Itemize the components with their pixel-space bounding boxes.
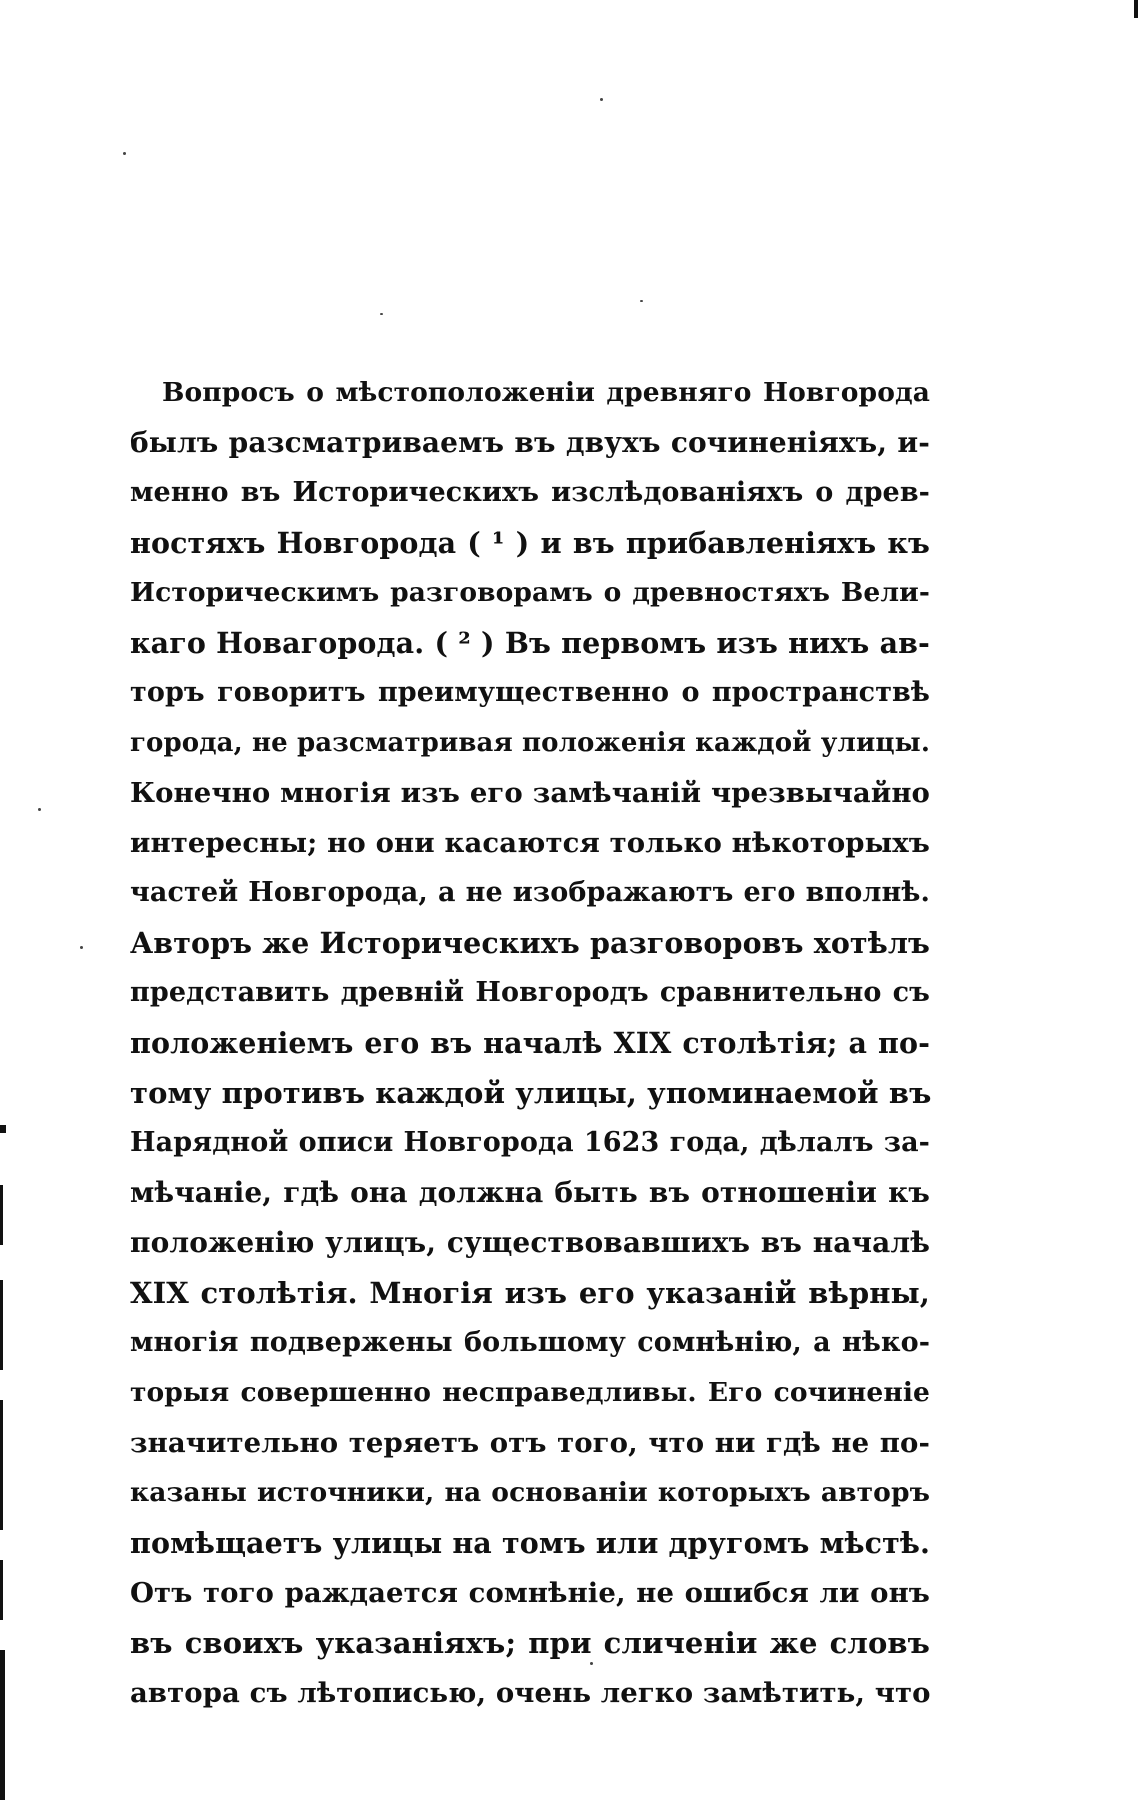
scan-edge-mark: [0, 1560, 3, 1620]
text-line: Историческимъ разговорамъ о древностяхъ Вели-: [130, 577, 930, 608]
text-line: былъ разсматриваемъ въ двухъ сочиненiяхъ, и-: [130, 426, 930, 459]
scan-edge-mark: [0, 1280, 3, 1370]
text-line: положенiю улицъ, существовавшихъ въ началѣ: [130, 1226, 930, 1259]
text-line: Конечно многiя изъ его замѣчанiй чрезвычайно: [130, 777, 930, 809]
scan-speck: [380, 313, 383, 315]
text-line: автора съ лѣтописью, очень легко замѣтить, что: [130, 1677, 931, 1709]
text-line: Нарядной описи Новгорода 1623 года, дѣлалъ за-: [130, 1127, 930, 1158]
scan-speck: [38, 808, 41, 811]
text-line: казаны источники, на основанiи которыхъ авторъ: [130, 1477, 930, 1508]
scan-edge-mark: [0, 1400, 3, 1530]
text-line: города, не разсматривая положенiя каждой улицы.: [130, 728, 930, 758]
text-line: ностяхъ Новгорода ( ¹ ) и въ прибавленiяхъ къ: [130, 526, 930, 560]
text-line: частей Новгорода, а не изображаютъ его вполнѣ.: [130, 877, 930, 908]
scan-edge-mark: [0, 1650, 5, 1800]
scan-edge-mark: [0, 1185, 3, 1245]
scan-speck: [80, 946, 83, 949]
scan-speck: [640, 300, 643, 302]
text-line: Отъ того раждается сомнѣнiе, не ошибся ли онъ: [130, 1577, 930, 1609]
text-line: Вопросъ о мѣстоположенiи древняго Новгорода: [162, 377, 930, 408]
text-line: въ своихъ указанiяхъ; при сличенiи же словъ: [130, 1626, 930, 1660]
scan-speck: [600, 98, 603, 101]
scan-speck: [123, 152, 126, 155]
body-text: [130, 368, 930, 1718]
text-line: Авторъ же Историческихъ разговоровъ хотѣлъ: [130, 926, 930, 960]
text-line: XIX столѣтiя. Многiя изъ его указанiй вѣрны,: [130, 1276, 930, 1310]
text-line: представить древнiй Новгородъ сравнительно съ: [130, 977, 930, 1008]
scan-edge-mark: [1134, 0, 1138, 18]
scan-edge-mark: [0, 1125, 6, 1133]
text-line: мѣчанiе, гдѣ она должна быть въ отношенiи къ: [130, 1176, 930, 1209]
text-line: торъ говоритъ преимущественно о пространствѣ: [130, 677, 930, 708]
text-line: менно въ Историческихъ изслѣдованiяхъ о древ-: [130, 477, 930, 508]
text-line: тому противъ каждой улицы, упоминаемой въ: [130, 1076, 932, 1110]
text-line: положенiемъ его въ началѣ XIX столѣтiя; а по-: [130, 1026, 930, 1060]
text-line: значительно теряетъ отъ того, что ни гдѣ не по-: [130, 1427, 930, 1459]
text-line: интересны; но они касаются только нѣкоторыхъ: [130, 827, 930, 859]
text-line: торыя совершенно несправедливы. Его сочиненiе: [130, 1377, 930, 1408]
text-line: помѣщаетъ улицы на томъ или другомъ мѣстѣ.: [130, 1526, 930, 1560]
text-line: многiя подвержены большому сомнѣнiю, а нѣко-: [130, 1327, 930, 1358]
text-line: каго Новагорода. ( ² ) Въ первомъ изъ нихъ ав-: [130, 626, 930, 660]
